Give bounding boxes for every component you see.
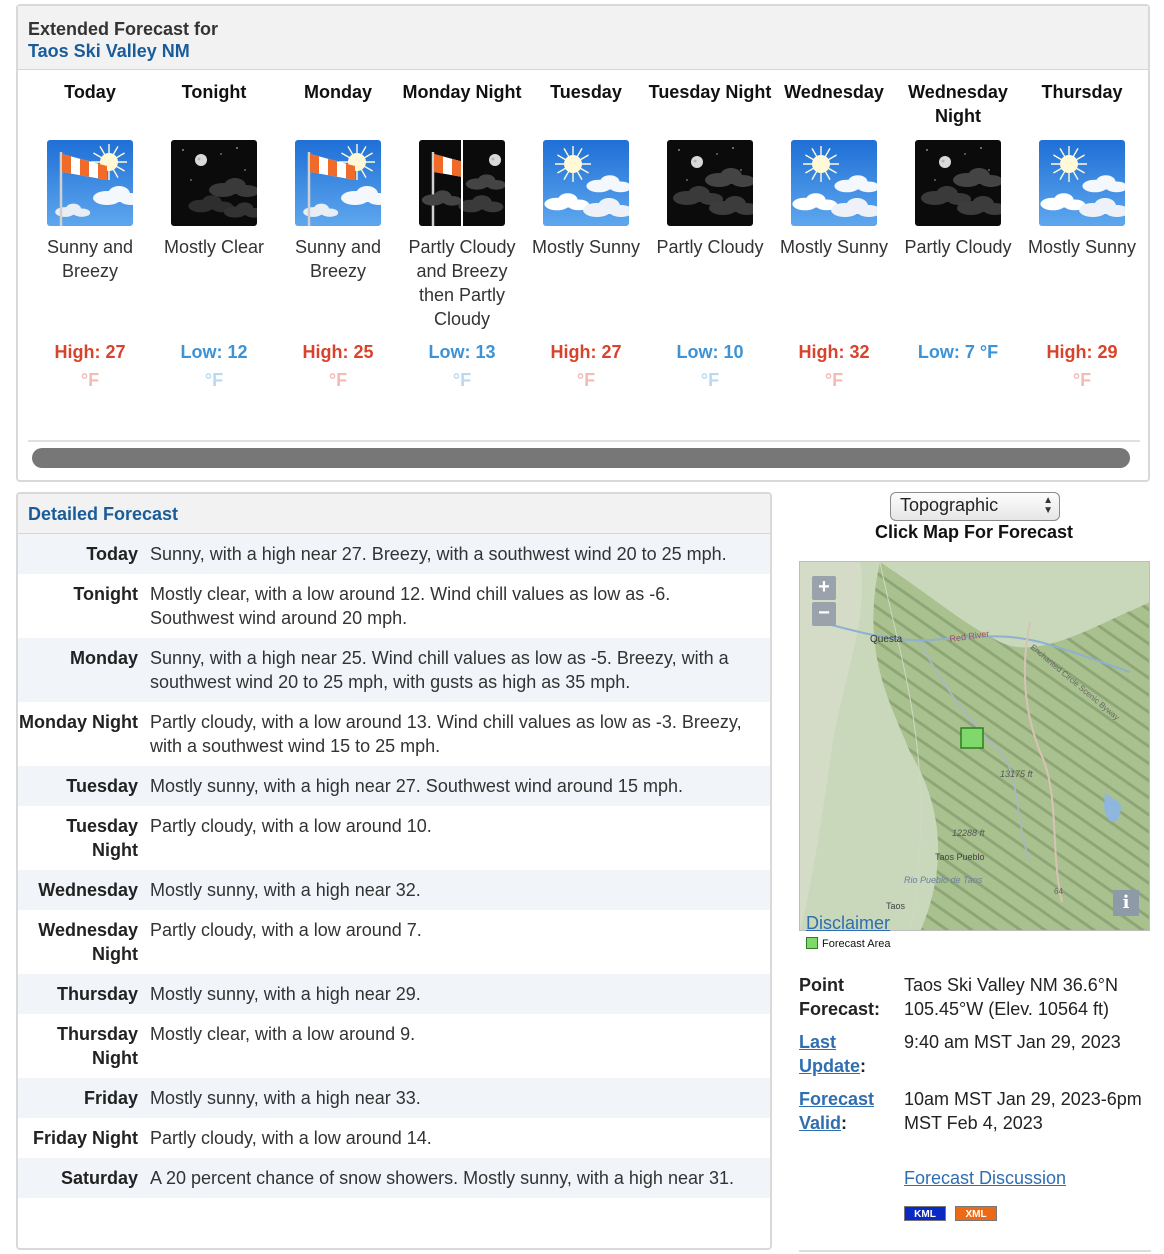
detailed-forecast-row [18,974,770,1014]
detailed-forecast-list [18,534,770,1198]
map-label-questa: Questa [870,634,903,645]
period-name: Wednesday [784,82,884,102]
detailed-forecast-text: Mostly sunny, with a high near 32. [150,880,421,900]
map-type-value: Topographic [900,495,999,515]
period-temperature: High: 27 [550,342,622,362]
point-forecast-row [799,973,1151,1021]
map-label-road: 64 [1054,887,1063,896]
point-forecast-info [799,973,1151,1144]
detailed-forecast-text: Partly cloudy, with a low around 13. Wind chill values as low as -3. Breezy, with a southwest wind 15 to 25 mph. [150,712,742,756]
last-update-value: 9:40 am MST Jan 29, 2023 [904,1032,1121,1052]
detailed-forecast-label: Monday [69,648,138,668]
detailed-forecast-text: Mostly sunny, with a high near 33. [150,1088,421,1108]
map-label-red-river: Red River [948,628,990,644]
detailed-forecast-text: Sunny, with a high near 25. Wind chill values as low as -5. Breezy, with a southwest wind 20 to 25 mph, with gusts as high as 35 mph. [150,648,729,692]
period-description: Mostly Sunny [531,237,641,257]
detailed-forecast-row [18,638,770,702]
detailed-forecast-text: Sunny, with a high near 27. Breezy, with a southwest wind 20 to 25 mph. [150,544,727,564]
point-forecast-value: Taos Ski Valley NM 36.6°N 105.45°W (Elev. 10564 ft) [904,975,1118,1019]
detailed-forecast-label: Tuesday Night [66,816,138,860]
period-name: Wednesday Night [908,82,1008,126]
last-update-link[interactable]: Last Update [799,1032,861,1076]
point-forecast-label: Point Forecast: [799,975,881,1019]
period-name: Today [64,82,116,102]
horizontal-scrollbar[interactable] [32,448,1130,468]
period-temperature: Low: 10 [676,342,744,362]
disclaimer-link[interactable]: Disclaimer [806,913,891,933]
map-caption: Click Map For Forecast [874,522,1074,542]
sunny-windy-icon[interactable] [295,140,381,226]
map-label-rio: Rio Pueblo de Taos [904,875,983,885]
detailed-forecast-row [18,1158,770,1198]
extended-forecast-title: Extended Forecast for [28,19,219,39]
forecast-period[interactable] [400,80,524,331]
period-description: Mostly Sunny [1027,237,1137,257]
detailed-forecast-label: Tuesday [66,776,138,796]
detailed-forecast-label: Wednesday [38,880,138,900]
forecast-map[interactable] [799,561,1150,931]
map-label-peak-1: 13175 ft [1000,769,1033,779]
detailed-forecast-text: Mostly sunny, with a high near 27. Southwest wind around 15 mph. [150,776,683,796]
period-temperature: High: 27 [54,342,126,362]
temperature-unit: °F [1072,370,1092,390]
forecast-period[interactable] [648,80,772,259]
detailed-forecast-text: Mostly clear, with a low around 9. [150,1024,416,1044]
kml-button[interactable]: KML [904,1206,946,1221]
temperature-unit: °F [700,370,720,390]
forecast-period[interactable] [1020,80,1144,259]
period-name: Tuesday Night [648,82,772,102]
extended-forecast-header [18,6,1148,70]
map-legend [806,937,890,950]
map-type-select[interactable] [890,492,1060,521]
partly-cloudy-night-icon[interactable] [915,140,1001,226]
map-label-taos: Taos [886,901,906,911]
detailed-forecast-row [18,870,770,910]
detailed-forecast-label: Thursday [56,984,138,1004]
legend-label: Forecast Area [822,938,891,950]
map-info-button[interactable]: i [1113,890,1139,916]
period-description: Partly Cloudy [904,237,1012,257]
detailed-forecast-label: Today [86,544,138,564]
extended-forecast-panel [16,4,1150,482]
detailed-forecast-text: Mostly sunny, with a high near 29. [150,984,421,1004]
detailed-forecast-row [18,806,770,870]
period-name: Monday Night [402,82,522,102]
temperature-unit: °F [576,370,596,390]
zoom-out-button[interactable]: − [812,602,836,626]
forecast-period[interactable] [524,80,648,259]
period-temperature: High: 32 [798,342,870,362]
detailed-forecast-label: Friday Night [32,1128,138,1148]
detailed-forecast-text: A 20 percent chance of snow showers. Mostly sunny, with a high near 31. [150,1168,734,1188]
mostly-sunny-icon[interactable] [543,140,629,226]
forecast-period[interactable] [152,80,276,259]
scroll-track [28,440,1140,442]
period-name: Tuesday [550,82,622,102]
clear-night-icon[interactable] [171,140,257,226]
temperature-unit: °F [80,370,100,390]
detailed-forecast-label: Thursday Night [56,1024,138,1068]
divider [799,1250,1151,1252]
detailed-forecast-label: Friday [83,1088,138,1108]
period-name: Tonight [181,82,247,102]
forecast-location: Taos Ski Valley NM [28,41,190,61]
forecast-valid-link[interactable]: Forecast Valid [799,1089,875,1133]
partly-cloudy-night-icon[interactable] [667,140,753,226]
detailed-forecast-row [18,1078,770,1118]
sunny-windy-icon[interactable] [47,140,133,226]
last-update-label-wrap: Last Update: [799,1032,867,1076]
forecast-discussion-link[interactable]: Forecast Discussion [904,1168,1067,1188]
detailed-forecast-row [18,1014,770,1078]
forecast-period[interactable] [276,80,400,283]
period-description: Sunny and Breezy [294,237,382,281]
temperature-unit: °F [452,370,472,390]
map-label-peak-2: 12288 ft [952,828,985,838]
detailed-forecast-text: Partly cloudy, with a low around 10. [150,816,432,836]
temperature-unit: °F [328,370,348,390]
last-update-row [799,1030,1151,1078]
windy-then-partly-cloudy-night-icon[interactable] [419,140,505,226]
temperature-unit: °F [204,370,224,390]
period-temperature: Low: 7 °F [917,342,999,362]
period-name: Monday [303,82,372,102]
detailed-forecast-text: Partly cloudy, with a low around 14. [150,1128,432,1148]
detailed-forecast-label: Monday Night [19,712,138,732]
select-arrows-icon: ▲ ▼ [1043,495,1053,516]
map-label-scenic-byway: Enchanted Circle Scenic Byway [1028,642,1122,723]
forecast-valid-row [799,1087,1151,1135]
detailed-forecast-row [18,1118,770,1158]
period-temperature: High: 29 [1046,342,1118,362]
detailed-forecast-row [18,702,770,766]
period-description: Partly Cloudy and Breezy then Partly Cloudy [408,237,516,329]
forecast-period[interactable] [772,80,896,259]
detailed-forecast-row [18,574,770,638]
period-temperature: Low: 12 [180,342,248,362]
forecast-area-marker[interactable] [961,728,983,748]
forecast-area-swatch [806,937,818,949]
period-description: Mostly Clear [163,237,265,257]
mostly-sunny-icon[interactable] [1039,140,1125,226]
detailed-forecast-label: Saturday [60,1168,138,1188]
period-name: Thursday [1041,82,1123,102]
forecast-period[interactable] [896,80,1020,259]
zoom-in-button[interactable]: + [812,576,836,600]
period-description: Mostly Sunny [779,237,889,257]
period-temperature: Low: 13 [428,342,496,362]
period-description: Sunny and Breezy [46,237,134,281]
map-label-taos-pueblo: Taos Pueblo [935,852,985,862]
detailed-forecast-row [18,534,770,574]
period-temperature: High: 25 [302,342,374,362]
detailed-forecast-panel [16,492,772,1250]
forecast-period[interactable] [28,80,152,283]
xml-button[interactable]: XML [955,1206,997,1221]
detailed-forecast-title: Detailed Forecast [18,494,770,534]
detailed-forecast-text: Partly cloudy, with a low around 7. [150,920,422,940]
forecast-valid-value: 10am MST Jan 29, 2023-6pm MST Feb 4, 2023 [904,1089,1142,1133]
detailed-forecast-row [18,766,770,806]
detailed-forecast-row [18,910,770,974]
temperature-unit: °F [824,370,844,390]
detailed-forecast-label: Tonight [73,584,138,604]
forecast-valid-label-wrap: Forecast Valid: [799,1089,875,1133]
topographic-map[interactable] [800,562,1150,931]
mostly-sunny-icon[interactable] [791,140,877,226]
detailed-forecast-text: Mostly clear, with a low around 12. Wind chill values as low as -6. Southwest wind around 20 mph. [150,584,671,628]
period-description: Partly Cloudy [656,237,764,257]
detailed-forecast-label: Wednesday Night [38,920,138,964]
